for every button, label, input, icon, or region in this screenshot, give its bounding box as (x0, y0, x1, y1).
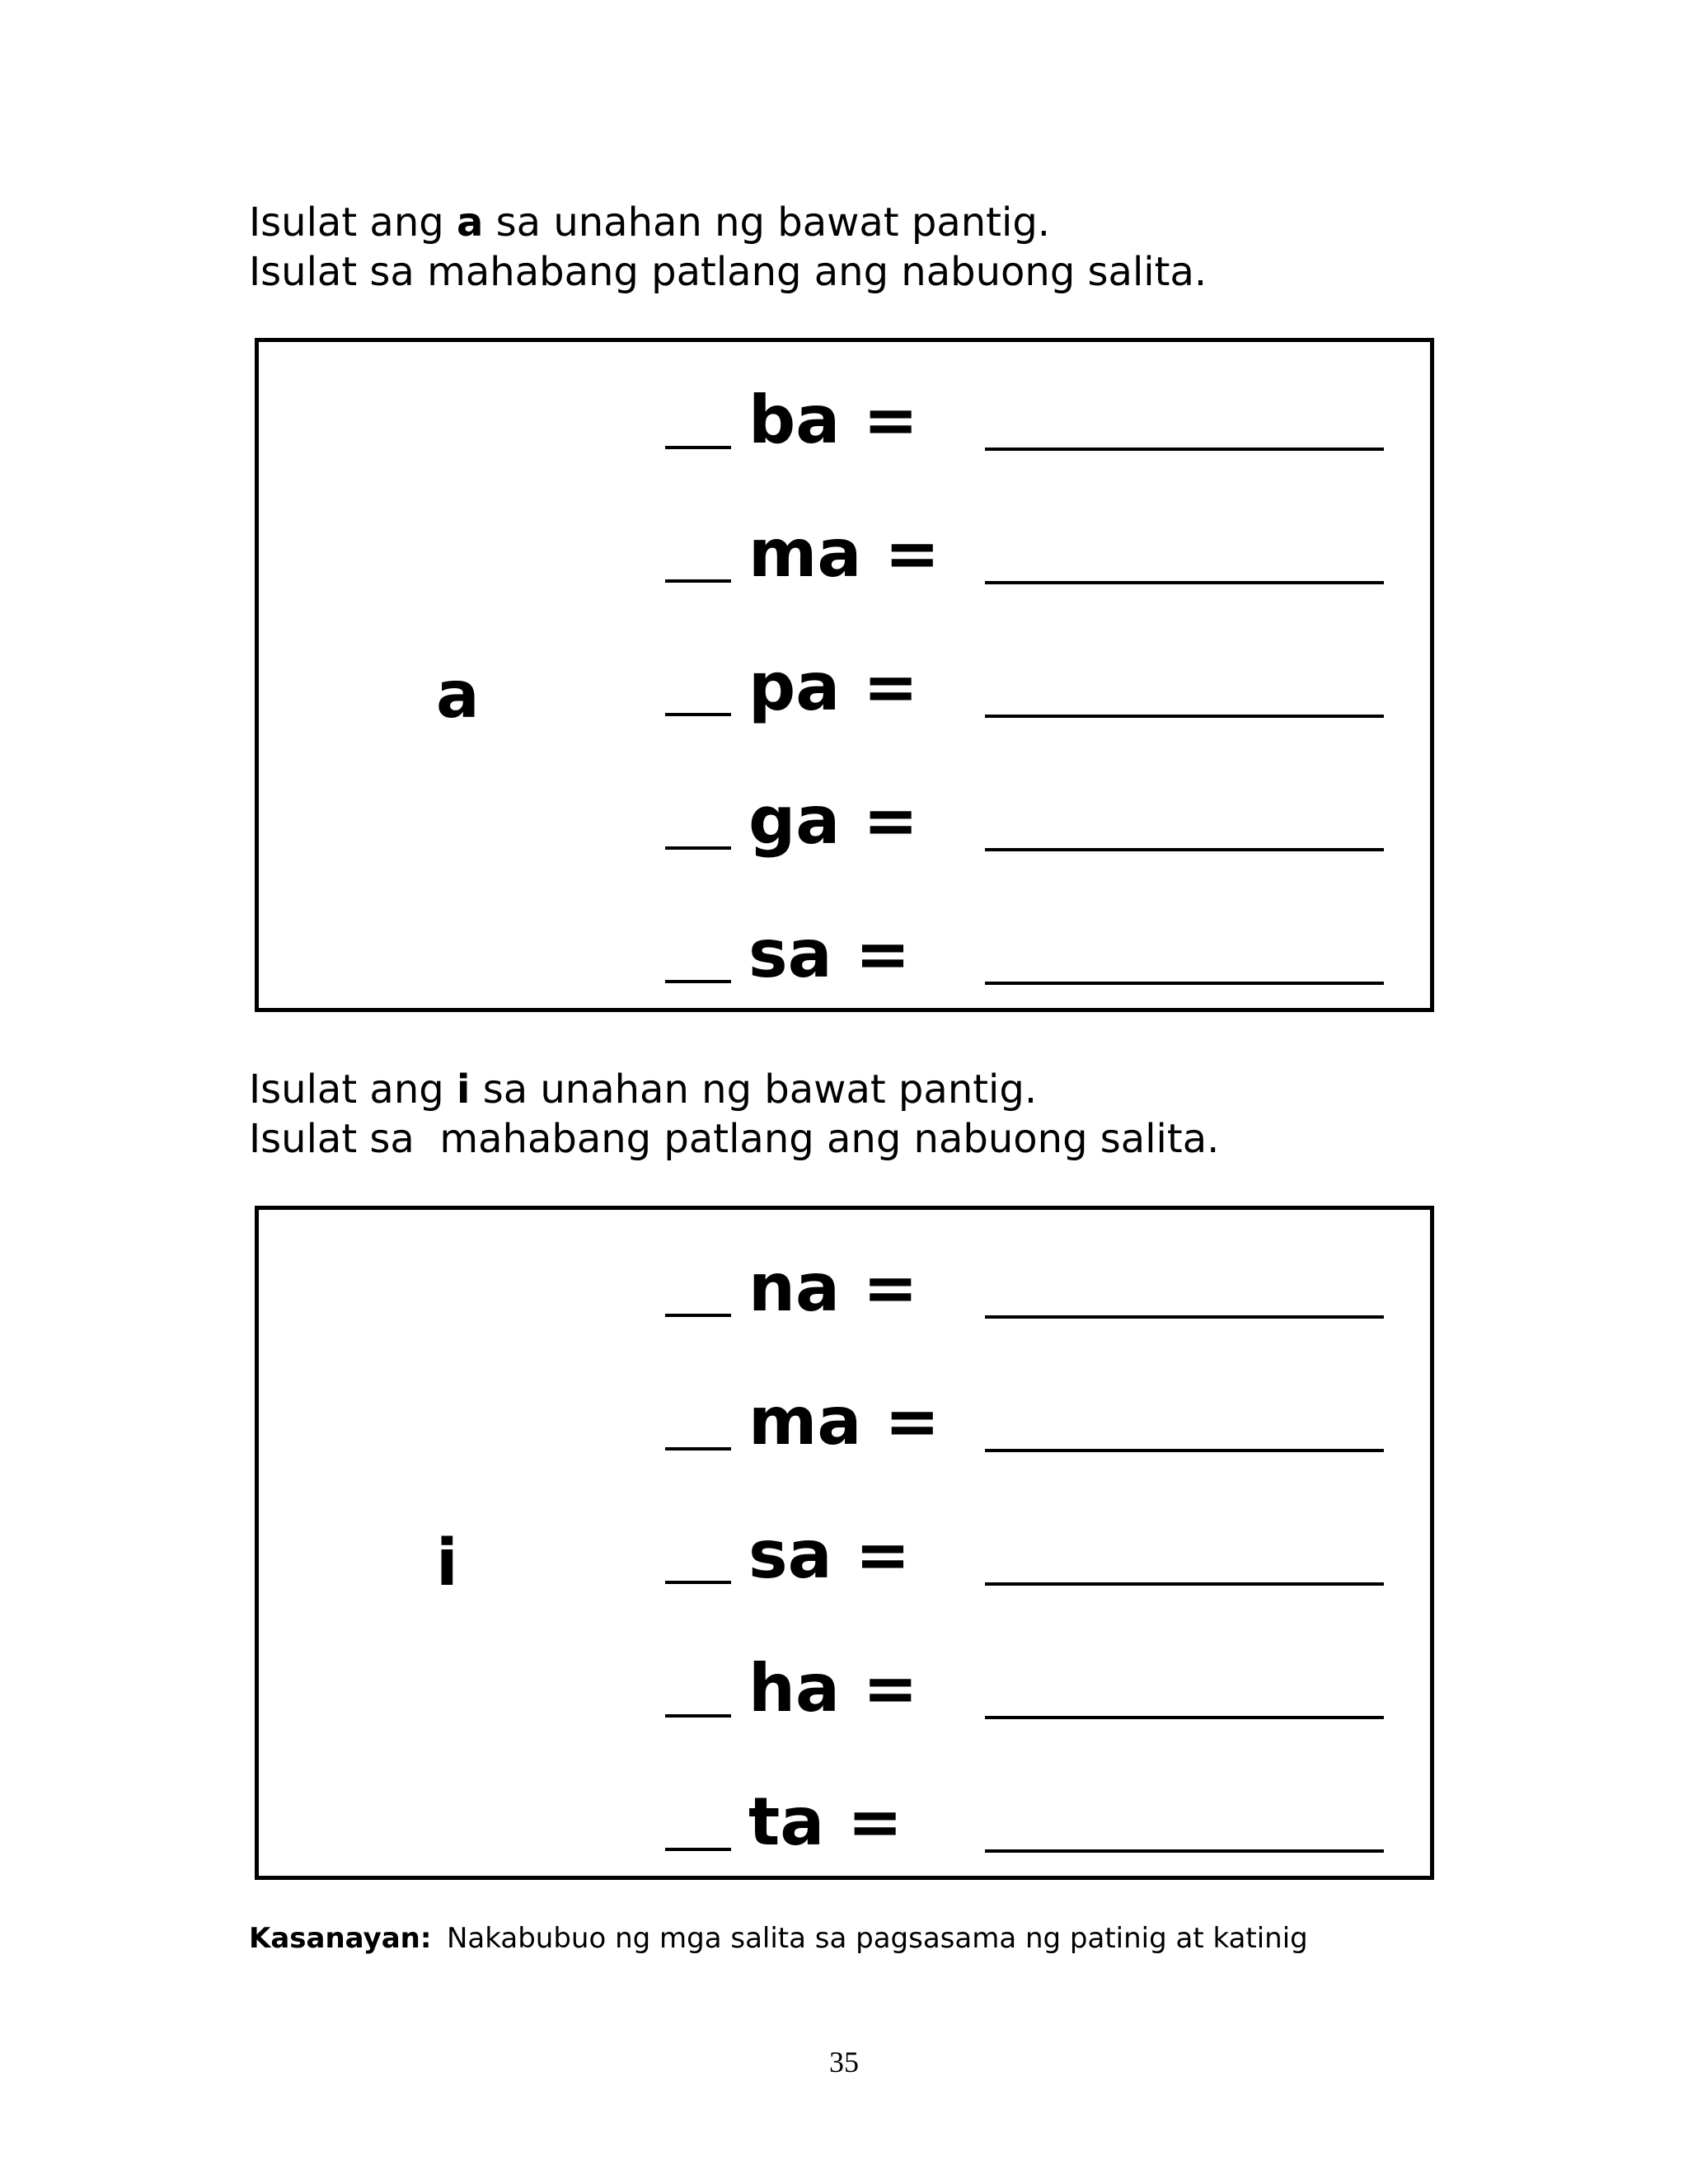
instruction-a-vowel-bold: a (456, 199, 484, 246)
instruction-i-vowel-bold: i (456, 1066, 471, 1113)
long-blank-line[interactable] (985, 982, 1384, 985)
short-blank-line[interactable] (665, 1848, 731, 1851)
short-blank-line[interactable] (665, 846, 731, 850)
short-blank-line[interactable] (665, 1314, 731, 1317)
long-blank-line[interactable] (985, 581, 1384, 584)
long-blank-line[interactable] (985, 448, 1384, 451)
short-blank-line[interactable] (665, 713, 731, 716)
instruction-i-line1-post: sa unahan ng bawat pantig. (470, 1066, 1038, 1113)
short-blank-line[interactable] (665, 446, 731, 449)
exercise-row (259, 1518, 1430, 1601)
syllable: ha = (748, 1650, 918, 1727)
instruction-a-line1-post: sa unahan ng bawat pantig. (483, 199, 1051, 246)
instruction-i-line1 (249, 1065, 1219, 1114)
instruction-a-line2: Isulat sa mahabang patlang ang nabuong salita. (249, 249, 1207, 295)
exercise-row (259, 784, 1430, 866)
short-blank-line[interactable] (665, 579, 731, 583)
exercise-row (259, 1652, 1430, 1734)
skill-text: Nakabubuo ng mga salita sa pagsasama ng patinig at katinig (447, 1922, 1308, 1955)
instructions-a (249, 198, 1207, 297)
exercise-row (259, 1785, 1430, 1868)
long-blank-line[interactable] (985, 1315, 1384, 1319)
vowel-i: i (436, 1526, 458, 1601)
short-blank-line[interactable] (665, 1447, 731, 1451)
syllable: pa = (748, 649, 919, 725)
syllable: ba = (748, 382, 919, 458)
syllable: sa = (748, 916, 911, 992)
exercise-row (259, 517, 1430, 599)
exercise-box-i (255, 1206, 1434, 1880)
long-blank-line[interactable] (985, 1716, 1384, 1719)
syllable: ga = (748, 782, 919, 859)
skill-label: Kasanayan: (249, 1922, 432, 1955)
long-blank-line[interactable] (985, 715, 1384, 718)
syllable: ma = (748, 515, 940, 592)
instruction-i-line2: Isulat sa mahabang patlang ang nabuong salita. (249, 1116, 1220, 1162)
vowel-a: a (436, 658, 480, 733)
long-blank-line[interactable] (985, 1582, 1384, 1586)
syllable: ma = (748, 1383, 940, 1460)
page-number: 35 (829, 2046, 859, 2079)
exercise-row (259, 383, 1430, 466)
syllable: na = (748, 1249, 918, 1326)
exercise-row (259, 1385, 1430, 1467)
instruction-a-line1 (249, 198, 1207, 247)
instruction-a-line1-pre: Isulat ang (249, 199, 457, 246)
long-blank-line[interactable] (985, 848, 1384, 851)
syllable: sa = (748, 1516, 911, 1593)
exercise-row (259, 1251, 1430, 1333)
exercise-row (259, 917, 1430, 1000)
short-blank-line[interactable] (665, 1714, 731, 1718)
short-blank-line[interactable] (665, 980, 731, 983)
exercise-box-a (255, 338, 1434, 1012)
instructions-i (249, 1065, 1219, 1164)
short-blank-line[interactable] (665, 1581, 731, 1584)
exercise-row (259, 650, 1430, 733)
syllable: ta = (748, 1783, 903, 1860)
instruction-i-line1-pre: Isulat ang (249, 1066, 457, 1113)
long-blank-line[interactable] (985, 1849, 1384, 1853)
long-blank-line[interactable] (985, 1449, 1384, 1452)
